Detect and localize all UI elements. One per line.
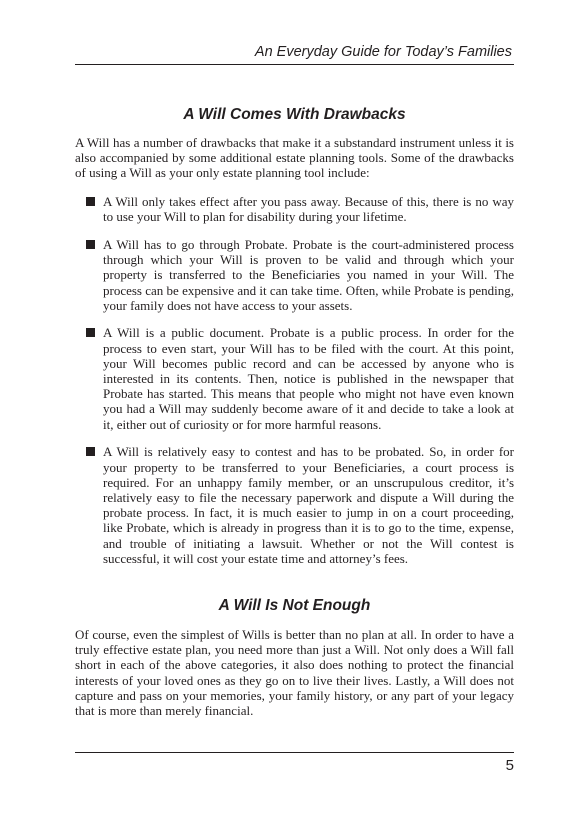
section-title-drawbacks: A Will Comes With Drawbacks — [183, 106, 406, 123]
list-item — [75, 194, 514, 224]
intro-paragraph: A Will has a number of drawbacks that make it a substandard instrument unless it is also accompanied by some additional estate planning tools. Some of the drawbacks of using a Will as your only estate planning tool include: — [75, 135, 514, 181]
list-item — [75, 325, 514, 431]
list-item-text: A Will is a public document. Probate is a public process. In order for the process to even start, your Will has to be filed with the court. At this point, your Will becomes public record and can be accessed by anyone who is interested in its contents. Then, notice is published in the newspaper that Probate has started. This means that people who might not have even known you had a Will may suddenly become aware of it and decide to take a look at it, either out of curiosity or for more harmful reasons. — [103, 325, 514, 432]
list-item — [75, 237, 514, 313]
closing-paragraph: Of course, even the simplest of Wills is better than no plan at all. In order to have a truly effective estate plan, you need more than just a Will. Not only does a Will fall short in each of the above categories, it also does nothing to protect the financial interests of your loved ones as they go on to live their lives. Lastly, a Will does not capture and pass on your memories, your family history, or any part of your legacy that is more than merely financial. — [75, 627, 514, 719]
footer-divider — [75, 752, 514, 753]
page-number: 5 — [505, 757, 514, 774]
drawbacks-list — [75, 194, 514, 578]
running-header: An Everyday Guide for Today’s Families — [254, 44, 512, 60]
list-item-text: A Will only takes effect after you pass away. Because of this, there is no way to use your Will to plan for disability during your lifetime. — [103, 194, 514, 225]
header-divider — [75, 64, 514, 65]
square-bullet-icon — [86, 447, 95, 456]
list-item-text: A Will is relatively easy to contest and has to be probated. So, in order for your property to be transferred to your Beneficiaries, a court process is required. For an unhappy family member, or an unscrupulous creditor, it’s relatively easy to file the necessary paperwork and dispute a Will during the probate process. In fact, it is much easier to jump in on a court proceeding, like Probate, which is already in progress than it is to go to the time, expense, and trouble of initiating a lawsuit. Whether or not the Will contest is successful, it will cost your estate time and attorney’s fees. — [103, 444, 514, 566]
section-title-not-enough: A Will Is Not Enough — [218, 597, 371, 614]
square-bullet-icon — [86, 197, 95, 206]
list-item — [75, 444, 514, 566]
square-bullet-icon — [86, 328, 95, 337]
square-bullet-icon — [86, 240, 95, 249]
list-item-text: A Will has to go through Probate. Probate is the court-administered process through which your Will is proven to be valid and through which your property is transferred to the Beneficiaries you named in your Will. The process can be expensive and it can take time. Often, while Probate is pending, your family does not have access to your assets. — [103, 236, 514, 313]
